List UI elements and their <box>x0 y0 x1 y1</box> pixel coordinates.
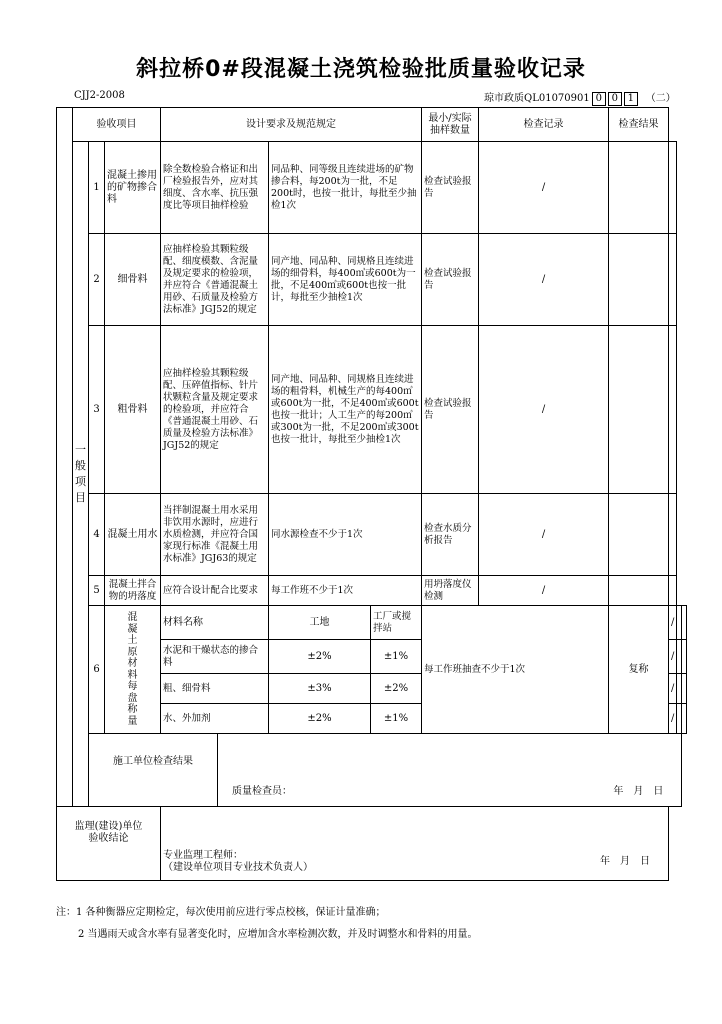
item-name: 混凝土掺用的矿物掺合料 <box>105 142 161 234</box>
item-result[interactable] <box>669 326 677 494</box>
plant-tolerance: ±2% <box>371 674 422 704</box>
plant-header: 工厂或搅拌站 <box>371 606 422 640</box>
group-char: 每 <box>127 681 138 692</box>
row-number: 2 <box>89 234 105 326</box>
item-record[interactable] <box>609 326 669 494</box>
item-frequency: 每工作班不少于1次 <box>269 576 422 606</box>
group-char: 材 <box>127 658 138 669</box>
header-design: 设计要求及规范规定 <box>161 108 422 142</box>
group-char: 料 <box>127 669 138 681</box>
item-requirement: 应符合设计配合比要求 <box>161 576 269 606</box>
group-char: 原 <box>127 646 138 658</box>
item-method: 检查试验报告 <box>422 234 479 326</box>
site-tolerance: ±2% <box>269 704 371 734</box>
item-qty: / <box>479 234 609 326</box>
table-row <box>57 234 687 326</box>
quality-inspector-label: 质量检查员： <box>232 786 292 797</box>
item-frequency: 同产地、同品种、同规格且连续进场的细骨料，每400㎥或600t为一批，不足400㎥或600t也按一批计，每批至少抽检1次 <box>269 234 422 326</box>
material-name: 粗、细骨料 <box>161 674 269 704</box>
row-number: 3 <box>89 326 105 494</box>
item-method: 检查试验报告 <box>422 326 479 494</box>
item-requirement: 除全数检验合格证和出厂检验报告外，应对其细度、含水率、抗压强度比等项目抽样检验 <box>161 142 269 234</box>
item-result[interactable] <box>669 494 677 576</box>
header-min-qty: 最小/实际抽样数量 <box>422 108 479 142</box>
supervision-row <box>57 807 687 881</box>
group-label-cell <box>73 142 89 807</box>
group-char: 土 <box>127 635 138 646</box>
site-tolerance: ±2% <box>269 640 371 674</box>
item-name: 细骨料 <box>105 234 161 326</box>
item-method: 检查水质分析报告 <box>422 494 479 576</box>
note-line: 注：1 各种衡器应定期检定，每次使用前应进行零点校核，保证计量准确； <box>56 907 386 918</box>
item-qty: / <box>669 704 677 734</box>
group-char: 凝 <box>127 623 138 635</box>
group-char: 一 <box>75 443 86 456</box>
row-number: 6 <box>89 606 105 734</box>
supervising-engineer-note: （建设单位项目专业技术负责人） <box>163 862 313 873</box>
form-code <box>484 89 676 106</box>
item-qty: / <box>669 640 677 674</box>
inspection-table <box>56 107 687 881</box>
note-line: 2 当遇雨天或含水率有显著变化时，应增加含水率检测次数，并及时调整水和骨料的用量。 <box>78 929 478 940</box>
row-number: 4 <box>89 494 105 576</box>
item-qty: / <box>479 142 609 234</box>
supervision-label-text: 监理(建设)单位验收结论 <box>74 821 143 844</box>
construction-result-cell[interactable] <box>218 734 682 807</box>
code-box: 0 <box>608 92 622 106</box>
item-result[interactable] <box>682 704 687 734</box>
group-char: 项 <box>75 475 86 488</box>
table-row <box>57 576 687 606</box>
item-result[interactable] <box>682 640 687 674</box>
code-box: 1 <box>624 92 638 106</box>
item-result[interactable] <box>669 576 677 606</box>
form-code-suffix: （二） <box>645 93 676 104</box>
item-method: 检查试验报告 <box>422 142 479 234</box>
item-result[interactable] <box>669 234 677 326</box>
construction-row <box>57 734 687 807</box>
item-qty: / <box>479 576 609 606</box>
form-code-prefix: 琼市政质QL01070901 <box>484 93 590 104</box>
item-qty: / <box>479 494 609 576</box>
table-row <box>57 606 687 640</box>
group-char: 称 <box>127 704 138 715</box>
group-char: 混 <box>127 612 138 623</box>
weighing-group-label <box>105 606 161 734</box>
construction-label <box>89 734 218 807</box>
item-frequency: 同品种、同等级且连续进场的矿物掺合料，每200t为一批，不足200t时，也按一批计，每批至少抽检1次 <box>269 142 422 234</box>
header-result: 检查结果 <box>609 108 669 142</box>
item-record[interactable] <box>609 234 669 326</box>
material-name: 水、外加剂 <box>161 704 269 734</box>
standard-code: CJJ2-2008 <box>74 90 125 101</box>
construction-date: 年 月 日 <box>613 786 664 797</box>
item-requirement: 应抽样检验其颗粒级配、细度模数、含泥量及规定要求的检验项，并应符合《普通混凝土用砂、石质量及检验方法标准》JGJ52的规定 <box>161 234 269 326</box>
code-box: 0 <box>592 92 606 106</box>
group-char: 盘 <box>127 692 138 704</box>
item-record[interactable] <box>609 576 669 606</box>
item-qty: / <box>479 326 609 494</box>
header-item: 验收项目 <box>73 108 161 142</box>
page-title: 斜拉桥0#段混凝土浇筑检验批质量验收记录 <box>136 57 586 82</box>
site-tolerance: ±3% <box>269 674 371 704</box>
supervising-engineer-label: 专业监理工程师： <box>163 850 243 861</box>
table-row <box>57 494 687 576</box>
supervision-date: 年 月 日 <box>600 856 650 867</box>
item-requirement: 应抽样检验其颗粒级配、压碎值指标、针片状颗粒含量及规定要求的检验项，并应符合《普通混凝土用砂、石质量及检验方法标准》JGJ52的规定 <box>161 326 269 494</box>
supervision-label <box>57 807 161 881</box>
construction-label-text: 施工单位检查结果 <box>113 756 193 767</box>
item-method: 复称 <box>609 606 669 734</box>
item-frequency: 每工作班抽查不少于1次 <box>422 606 609 734</box>
item-frequency: 同水源检查不少于1次 <box>269 494 422 576</box>
row-number: 1 <box>89 142 105 234</box>
group-char: 目 <box>75 491 86 504</box>
item-name: 粗骨料 <box>105 326 161 494</box>
row-number: 5 <box>89 576 105 606</box>
table-row <box>57 326 687 494</box>
item-result[interactable] <box>669 142 677 234</box>
supervision-result-cell[interactable] <box>161 807 669 881</box>
group-char: 般 <box>75 459 86 472</box>
item-requirement: 当拌制混凝土用水采用非饮用水源时，应进行水质检测，并应符合国家现行标准《混凝土用水标准》JGJ63的规定 <box>161 494 269 576</box>
material-name-header: 材料名称 <box>161 606 269 640</box>
item-record[interactable] <box>609 494 669 576</box>
item-qty: / <box>669 674 677 704</box>
item-method: 用坍落度仪检测 <box>422 576 479 606</box>
material-name: 水泥和干燥状态的掺合料 <box>161 640 269 674</box>
table-row <box>57 142 687 234</box>
item-frequency: 同产地、同品种、同规格且连续进场的粗骨料，机械生产的每400㎥或600t为一批，不足400㎥或600t也按一批计；人工生产的每200㎥或300t为一批，不足200㎥或300t也按一批计，每批至少抽检1次 <box>269 326 422 494</box>
group-char: 量 <box>127 715 138 727</box>
group-column-left <box>57 108 73 807</box>
site-header: 工地 <box>269 606 371 640</box>
plant-tolerance: ±1% <box>371 704 422 734</box>
item-qty: / <box>669 606 677 640</box>
header-record: 检查记录 <box>479 108 609 142</box>
item-result[interactable] <box>682 674 687 704</box>
item-name: 混凝土拌合物的坍落度 <box>105 576 161 606</box>
item-record[interactable] <box>609 142 669 234</box>
item-result[interactable] <box>682 606 687 640</box>
item-name: 混凝土用水 <box>105 494 161 576</box>
plant-tolerance: ±1% <box>371 640 422 674</box>
